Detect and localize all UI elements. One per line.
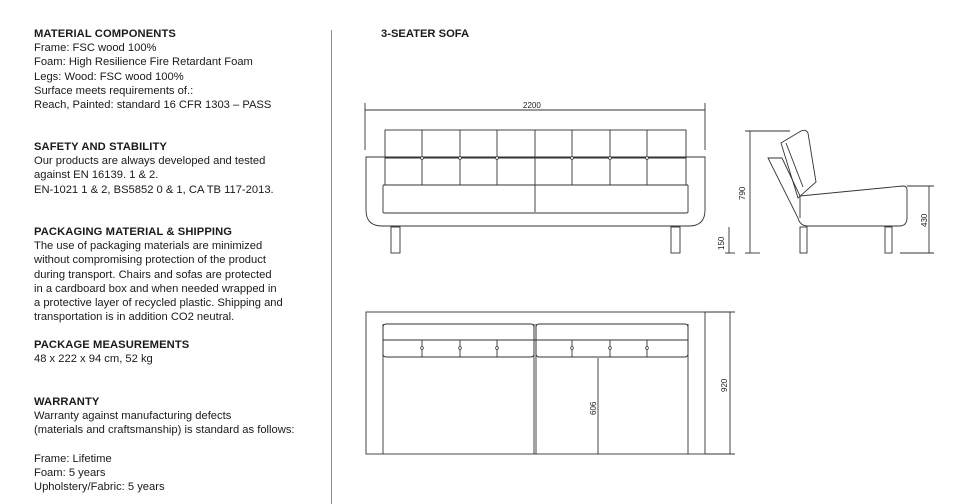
spec-line: Foam: High Resilience Fire Retardant Foam bbox=[34, 56, 253, 69]
drawing-title: 3-SEATER SOFA bbox=[381, 28, 470, 40]
section-heading: PACKAGE MEASUREMENTS bbox=[34, 339, 190, 351]
spec-line: in a cardboard box and when needed wrapped in bbox=[34, 282, 277, 295]
spec-line: (materials and craftsmanship) is standard as follows: bbox=[34, 424, 295, 437]
spec-line: during transport. Chairs and sofas are protected bbox=[34, 268, 272, 281]
section-heading: SAFETY AND STABILITY bbox=[34, 141, 167, 153]
section-heading: MATERIAL COMPONENTS bbox=[34, 28, 176, 40]
sofa-base-outline bbox=[366, 157, 705, 226]
leg bbox=[391, 227, 400, 253]
leg bbox=[885, 227, 892, 253]
spec-line: Frame: FSC wood 100% bbox=[34, 42, 157, 55]
seat-cushion-outline bbox=[383, 185, 688, 213]
back-cushion bbox=[536, 324, 688, 357]
dimension-height: 790 bbox=[738, 186, 747, 200]
leg bbox=[671, 227, 680, 253]
top-view bbox=[366, 312, 735, 454]
side-backrest bbox=[781, 130, 816, 198]
dimension-seat-height: 430 bbox=[920, 213, 929, 227]
dimension-leg-height: 150 bbox=[717, 236, 726, 250]
spec-line: Our products are always developed and tested bbox=[34, 155, 266, 168]
spec-line: Warranty against manufacturing defects bbox=[34, 410, 232, 423]
section-heading: PACKAGING MATERIAL & SHIPPING bbox=[34, 226, 233, 238]
spec-line: Reach, Painted: standard 16 CFR 1303 – PASS bbox=[34, 99, 272, 112]
spec-line: Foam: 5 years bbox=[34, 467, 106, 480]
dimension-seat-depth: 606 bbox=[589, 401, 598, 415]
spec-line: Legs: Wood: FSC wood 100% bbox=[34, 70, 184, 83]
front-view bbox=[365, 103, 735, 253]
dimension-depth: 920 bbox=[720, 378, 729, 392]
backrest-outline bbox=[385, 130, 686, 185]
tufting-buttons bbox=[421, 157, 649, 350]
spec-line: 48 x 222 x 94 cm, 52 kg bbox=[34, 353, 153, 366]
section-heading: WARRANTY bbox=[34, 396, 100, 408]
dimension-width: 2200 bbox=[523, 101, 541, 110]
spec-line: Surface meets requirements of.: bbox=[34, 84, 194, 97]
spec-line: against EN 16139. 1 & 2. bbox=[34, 169, 159, 182]
side-view bbox=[745, 130, 934, 253]
spec-line: without compromising protection of the product bbox=[34, 254, 266, 267]
spec-line: transportation is in addition CO2 neutral. bbox=[34, 311, 235, 324]
spec-line: The use of packaging materials are minimized bbox=[34, 240, 263, 253]
spec-line: a protective layer of recycled plastic. Shipping and bbox=[34, 297, 283, 310]
top-outline bbox=[366, 312, 705, 454]
back-cushion bbox=[383, 324, 534, 357]
leg bbox=[800, 227, 807, 253]
spec-line: EN-1021 1 & 2, BS5852 0 & 1, CA TB 117-2013. bbox=[34, 183, 274, 196]
spec-line: Upholstery/Fabric: 5 years bbox=[34, 481, 165, 494]
spec-line: Frame: Lifetime bbox=[34, 452, 112, 465]
